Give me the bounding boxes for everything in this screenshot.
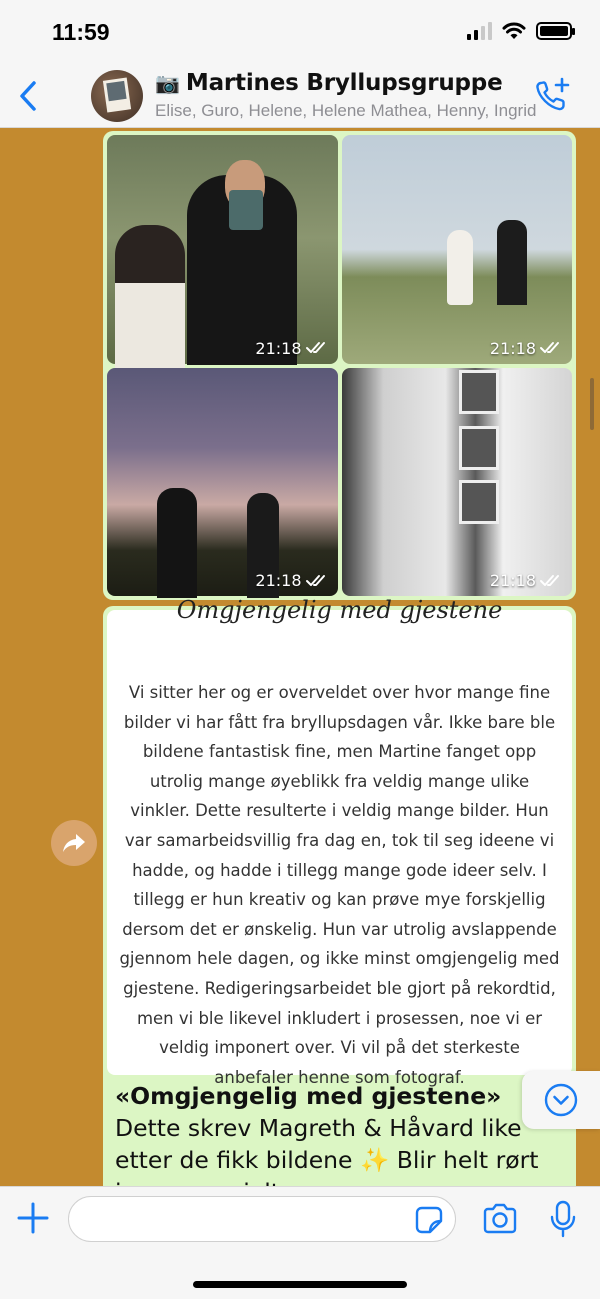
scroll-to-bottom-button[interactable] — [522, 1071, 600, 1129]
forward-icon — [62, 832, 86, 854]
image-caption-message[interactable] — [103, 596, 576, 1226]
group-avatar[interactable] — [91, 70, 143, 122]
chat-participants[interactable]: Elise, Guro, Helene, Helene Mathea, Henny, Ingrid — [155, 101, 537, 120]
message-meta — [255, 571, 329, 590]
message-list[interactable] — [0, 128, 600, 1186]
phone-plus-icon[interactable] — [532, 76, 572, 116]
status-bar — [0, 0, 600, 62]
message-time: 21:18 — [255, 338, 302, 358]
caption-text: Dette skrev Magreth & Håvard like etter de fikk bildene ✨ Blir helt rørt — [115, 1114, 539, 1174]
chat-header — [0, 62, 600, 128]
message-meta — [490, 339, 564, 358]
message-time: 21:18 — [489, 338, 536, 358]
message-input[interactable] — [68, 1196, 456, 1242]
photo-album-message[interactable] — [103, 131, 576, 600]
caption-quote: «Omgjengelig med gjestene» — [115, 1082, 502, 1110]
review-screenshot[interactable] — [107, 596, 572, 1087]
message-time: 21:18 — [489, 571, 536, 590]
message-meta — [255, 339, 329, 358]
photo-thumbnail[interactable] — [107, 368, 338, 597]
double-check-icon — [540, 574, 564, 588]
sticker-icon[interactable] — [414, 1205, 444, 1235]
camera-icon[interactable] — [481, 1201, 519, 1237]
double-check-icon — [306, 341, 330, 355]
review-text: Vi sitter her og er overveldet over hvor mange fine bilder vi har fått fra bryllupsdagen vår. Ikke bare ble bildene fantastisk fine, men Martine fanget opp utrolig mange øyeblikk fra veldig mange ulike vinkler. Dette resulterte i veldig mange bilder. Hun var samarbeidsvillig fra dag en, tok til seg ideene vi hadde, og hadde i tillegg mange gode ideer selv. I tillegg er hun kreativ og kan prøve mye forskjellig dersom det er ønskelig. Hun var utrolig avslappende gjennom hele dagen, og ikke minst omgjengelig med gjestene. Redigeringsarbeidet ble gjort på rekordtid, men vi ble likevel inkludert i prosessen, noe vi er veldig imponert over. Vi vil på det sterkeste anbefaler henne som fotograf. — [119, 683, 560, 1087]
composer-bar — [0, 1186, 600, 1299]
scrollbar[interactable] — [590, 378, 594, 430]
cellular-signal-icon — [467, 22, 492, 40]
battery-icon — [536, 22, 572, 40]
wifi-icon — [502, 22, 526, 40]
double-check-icon — [306, 574, 330, 588]
status-icons — [467, 22, 572, 40]
camera-emoji: 📷 — [155, 72, 180, 95]
plus-icon[interactable] — [16, 1201, 50, 1235]
message-meta — [490, 571, 564, 590]
home-indicator — [193, 1281, 407, 1288]
forward-button[interactable] — [51, 820, 97, 866]
review-heading: Omgjengelig med gjestene — [176, 596, 503, 624]
photo-thumbnail[interactable] — [342, 368, 573, 597]
chevron-down-circle-icon — [544, 1083, 578, 1117]
message-time: 21:18 — [255, 571, 302, 590]
chat-title: Martines Bryllupsgruppe — [185, 70, 503, 96]
double-check-icon — [540, 341, 564, 355]
microphone-icon[interactable] — [548, 1199, 578, 1239]
chat-title-row[interactable] — [155, 70, 502, 96]
photo-thumbnail[interactable] — [107, 135, 338, 364]
status-time: 11:59 — [52, 19, 110, 45]
photo-thumbnail[interactable] — [342, 135, 573, 364]
chevron-left-icon[interactable] — [14, 78, 44, 114]
